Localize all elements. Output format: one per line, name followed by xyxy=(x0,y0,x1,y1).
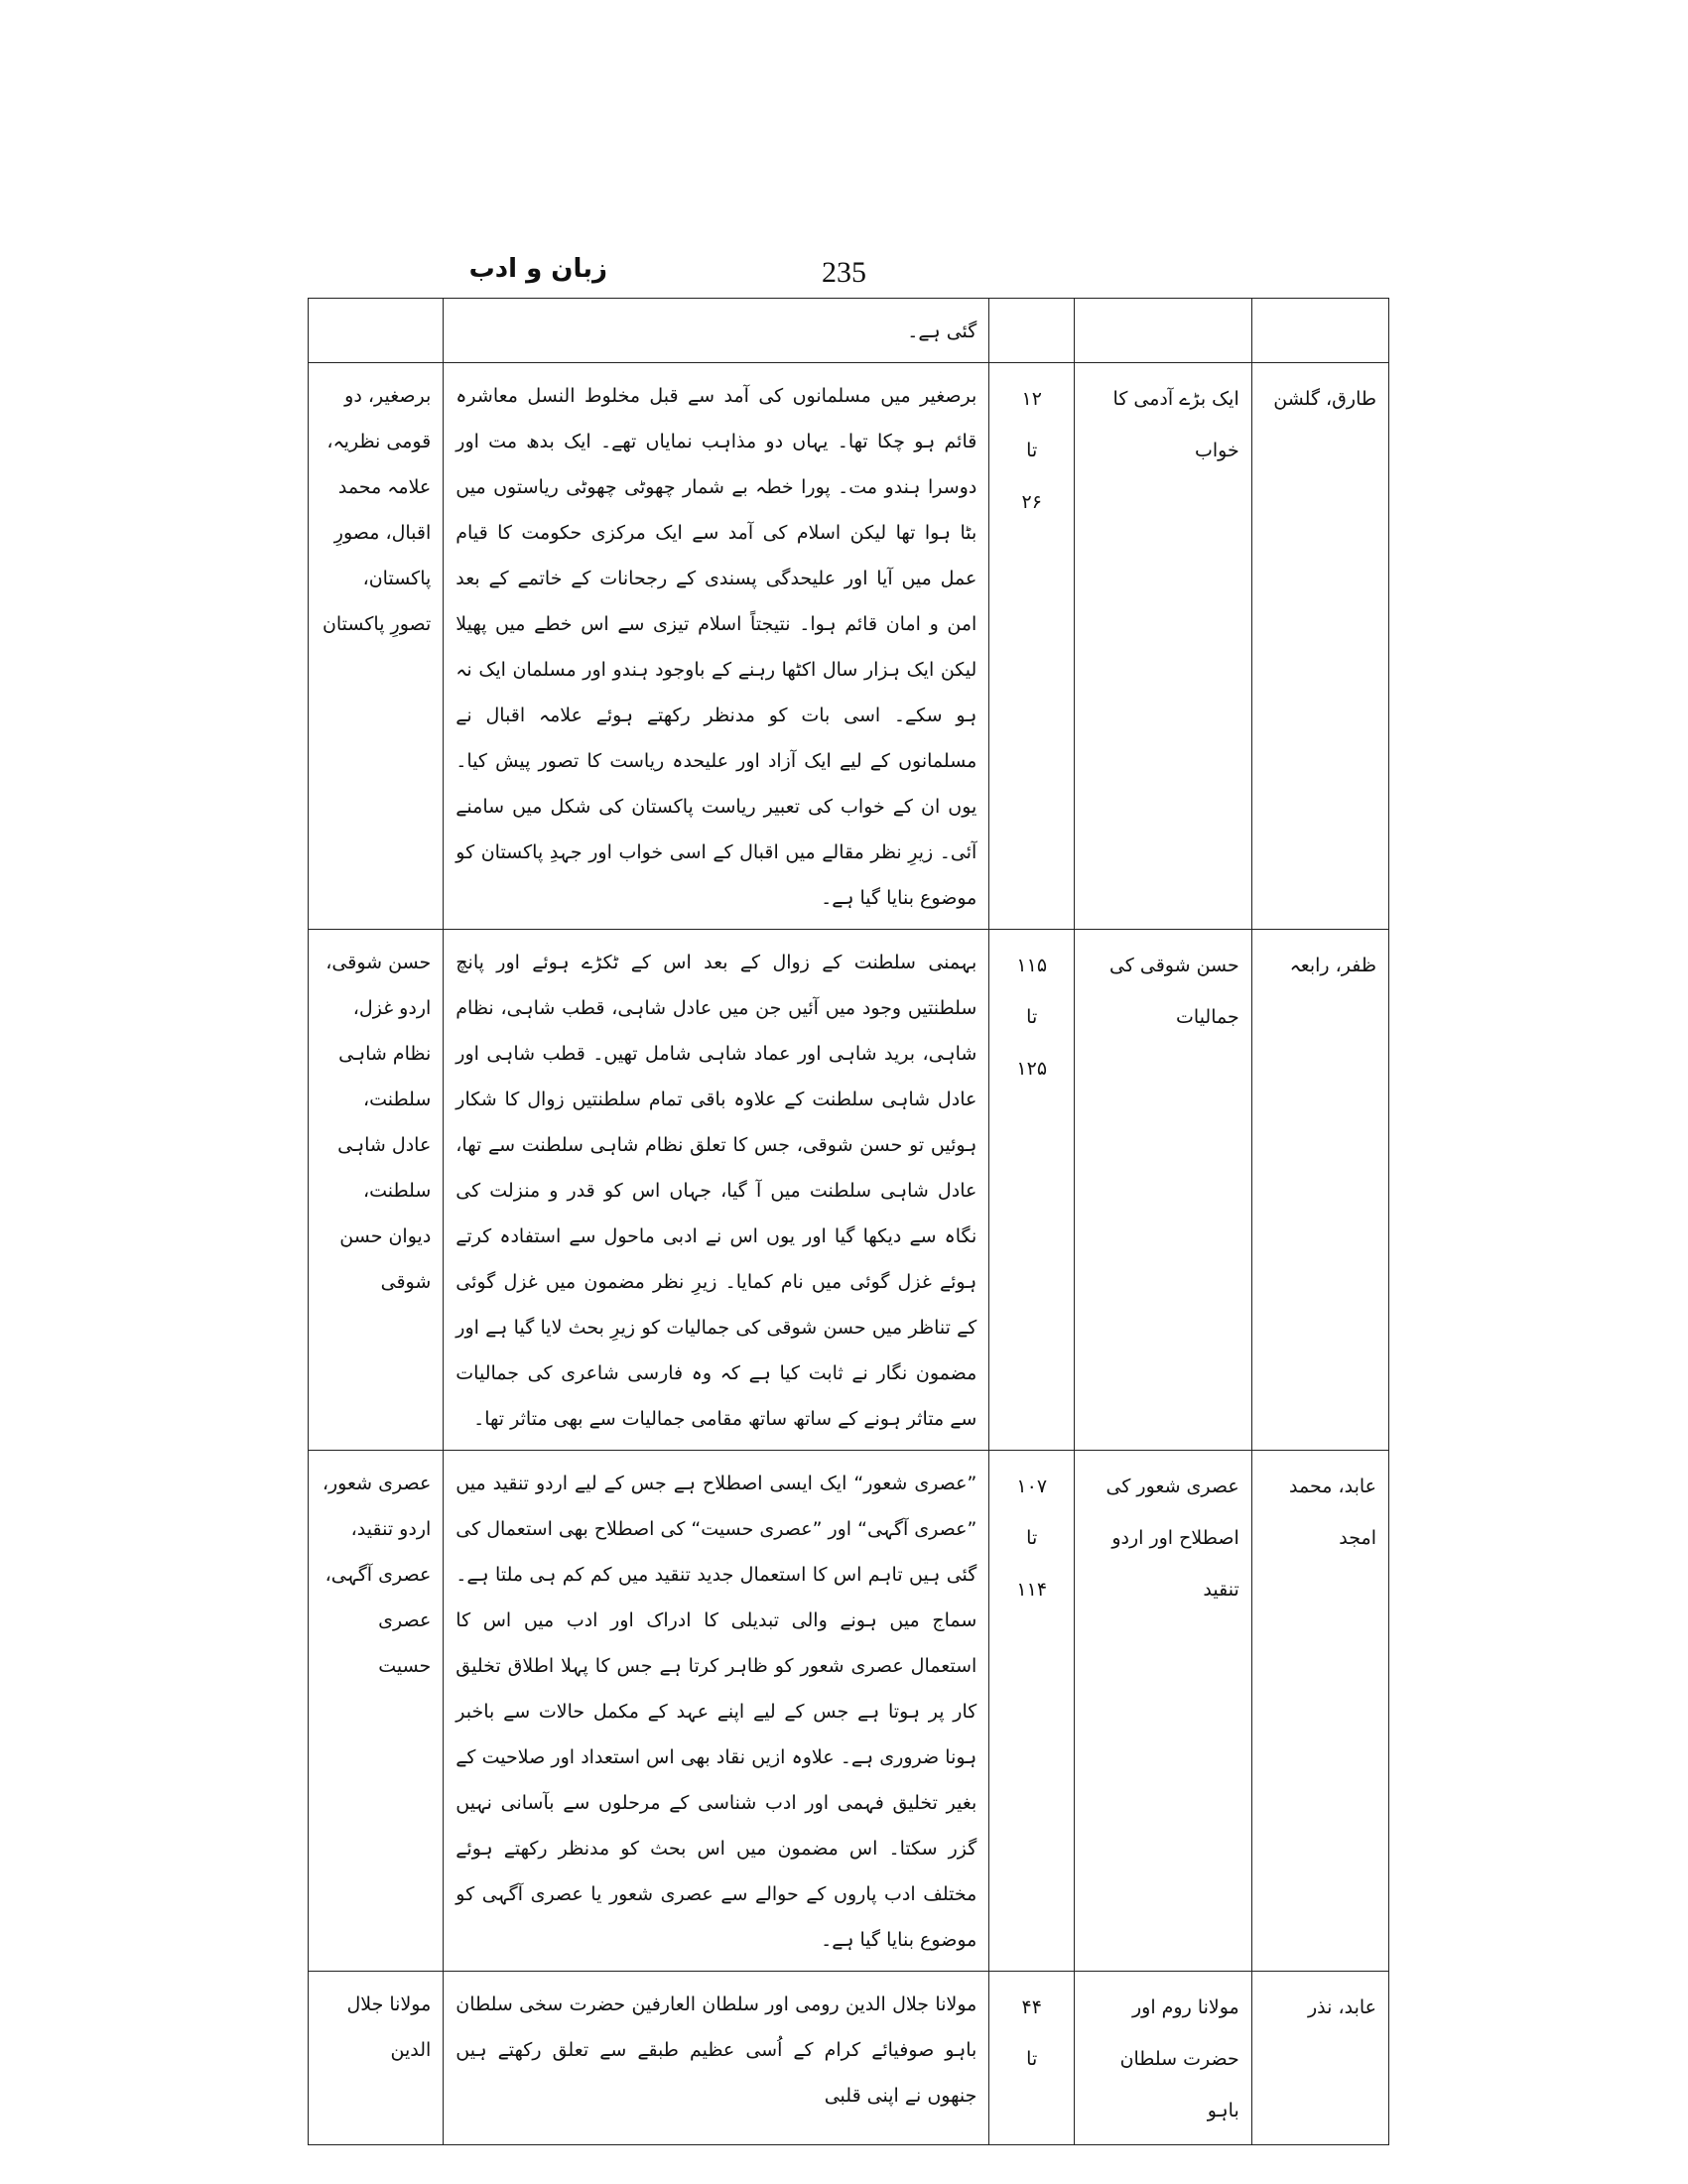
keywords-cell xyxy=(309,299,444,363)
keywords-cell: حسن شوقی، اردو غزل، نظام شاہی سلطنت، عادل شاہی سلطنت، دیوان حسن شوقی xyxy=(309,930,444,1451)
title-cell: حسن شوقی کی جمالیات xyxy=(1075,930,1252,1451)
page-to: تا xyxy=(1026,440,1038,461)
summary-cell: ”عصری شعور“ ایک ایسی اصطلاح ہے جس کے لیے اردو تنقید میں ”عصری آگہی“ اور ”عصری حسیت“ کی اصطلاح بھی استعمال کی گئی ہیں تاہم اس کا استعمال جدید تنقید میں کم کم ہی ملتا ہے۔ سماج میں ہونے والی تبدیلی کا ادراک اور ادب میں اس کا استعمال عصری شعور کو ظاہر کرتا ہے جس کا پہلا اطلاق تخلیق کار پر ہوتا ہے جس کے لیے اپنے عہد کے مکمل حالات سے باخبر ہونا ضروری ہے۔ علاوہ ازیں نقاد بھی اس استعداد اور صلاحیت کے بغیر تخلیق فہمی اور ادب شناسی کے مرحلوں سے بآسانی نہیں گزر سکتا۔ اس مضمون میں اس بحث کو مدنظر رکھتے ہوئے مختلف ادب پاروں کے حوالے سے عصری شعور یا عصری آگہی کو موضوع بنایا گیا ہے۔ xyxy=(444,1451,989,1972)
title-cell xyxy=(1075,299,1252,363)
table-row xyxy=(309,930,1389,1451)
table-row xyxy=(309,1451,1389,1972)
author-cell: عابد، محمد امجد xyxy=(1251,1451,1388,1972)
pages-cell xyxy=(989,930,1075,1451)
page-start: ۴۴ xyxy=(1021,1996,1042,2018)
page-to: تا xyxy=(1026,1006,1038,1028)
table-row xyxy=(309,299,1389,363)
page-end: ۱۲۵ xyxy=(1016,1058,1048,1080)
table-row xyxy=(309,1972,1389,2145)
bibliography-table xyxy=(308,298,1389,2145)
title-cell: عصری شعور کی اصطلاح اور اردو تنقید xyxy=(1075,1451,1252,1972)
summary-cell: مولانا جلال الدین رومی اور سلطان العارفین حضرت سخی سلطان باہو صوفیائے کرام کے اُسی عظیم طبقے سے تعلق رکھتے ہیں جنھوں نے اپنی قلبی xyxy=(444,1972,989,2145)
page-start: ۱۰۷ xyxy=(1016,1476,1048,1497)
summary-cell: گئی ہے۔ xyxy=(444,299,989,363)
pages-cell xyxy=(989,1972,1075,2145)
summary-cell: بہمنی سلطنت کے زوال کے بعد اس کے ٹکڑے ہوئے اور پانچ سلطنتیں وجود میں آئیں جن میں عادل شاہی، قطب شاہی، نظام شاہی، برید شاہی اور عماد شاہی شامل تھیں۔ قطب شاہی اور عادل شاہی سلطنت کے علاوہ باقی تمام سلطنتیں زوال کا شکار ہوئیں تو حسن شوقی، جس کا تعلق نظام شاہی سلطنت سے تھا، عادل شاہی سلطنت میں آ گیا، جہاں اس کو قدر و منزلت کی نگاہ سے دیکھا گیا اور یوں اس نے ادبی ماحول سے استفادہ کرتے ہوئے غزل گوئی میں نام کمایا۔ زیرِ نظر مضمون میں غزل گوئی کے تناظر میں حسن شوقی کی جمالیات کو زیرِ بحث لایا گیا ہے اور مضمون نگار نے ثابت کیا ہے کہ وہ فارسی شاعری کی جمالیات سے متاثر ہونے کے ساتھ ساتھ مقامی جمالیات سے بھی متاثر تھا۔ xyxy=(444,930,989,1451)
keywords-cell: عصری شعور، اردو تنقید، عصری آگہی، عصری حسیت xyxy=(309,1451,444,1972)
page-start: ۱۲ xyxy=(1021,388,1042,410)
pages-cell xyxy=(989,363,1075,930)
author-cell: طارق، گلشن xyxy=(1251,363,1388,930)
page-title: زبان و ادب xyxy=(468,254,607,284)
author-cell xyxy=(1251,299,1388,363)
title-cell: ایک بڑے آدمی کا خواب xyxy=(1075,363,1252,930)
author-cell: ظفر، رابعہ xyxy=(1251,930,1388,1451)
keywords-cell: برصغیر، دو قومی نظریہ، علامہ محمد اقبال، مصورِ پاکستان، تصورِ پاکستان xyxy=(309,363,444,930)
page-to: تا xyxy=(1026,2048,1038,2070)
keywords-cell: مولانا جلال الدین xyxy=(309,1972,444,2145)
page-to: تا xyxy=(1026,1527,1038,1549)
pages-cell xyxy=(989,1451,1075,1972)
summary-cell: برصغیر میں مسلمانوں کی آمد سے قبل مخلوط النسل معاشرہ قائم ہو چکا تھا۔ یہاں دو مذاہب نمایاں تھے۔ ایک بدھ مت اور دوسرا ہندو مت۔ پورا خطہ بے شمار چھوٹی چھوٹی ریاستوں میں بٹا ہوا تھا لیکن اسلام کی آمد سے ایک مرکزی حکومت کا قیام عمل میں آیا اور علیحدگی پسندی کے رجحانات کے خاتمے کے بعد امن و امان قائم ہوا۔ نتیجتاً اسلام تیزی سے اس خطے میں پھیلا لیکن ایک ہزار سال اکٹھا رہنے کے باوجود ہندو اور مسلمان ایک نہ ہو سکے۔ اسی بات کو مدنظر رکھتے ہوئے علامہ اقبال نے مسلمانوں کے لیے ایک آزاد اور علیحدہ ریاست کا تصور پیش کیا۔ یوں ان کے خواب کی تعبیر ریاست پاکستان کی شکل میں سامنے آئی۔ زیرِ نظر مقالے میں اقبال کے اسی خواب اور جہدِ پاکستان کو موضوع بنایا گیا ہے۔ xyxy=(444,363,989,930)
author-cell: عابد، نذر xyxy=(1251,1972,1388,2145)
page-end: ۱۱۴ xyxy=(1016,1579,1048,1601)
page-number: 235 xyxy=(822,256,866,289)
title-cell: مولانا روم اور حضرت سلطان باہو xyxy=(1075,1972,1252,2145)
page-end: ۲۶ xyxy=(1021,491,1042,513)
page-start: ۱۱۵ xyxy=(1016,955,1048,976)
table-row xyxy=(309,363,1389,930)
pages-cell xyxy=(989,299,1075,363)
